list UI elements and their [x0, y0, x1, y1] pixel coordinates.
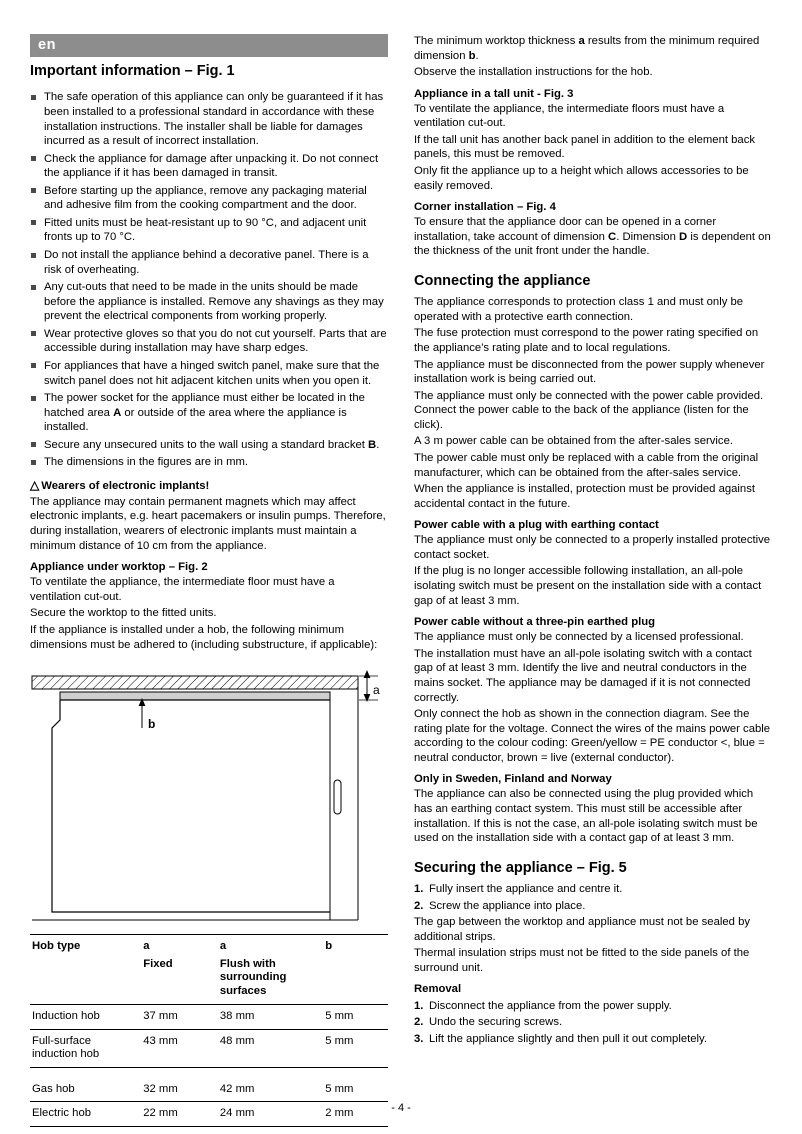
table-subheader-cell [323, 958, 388, 1005]
tall-unit-heading: Appliance in a tall unit - Fig. 3 [414, 87, 574, 100]
worktop-paragraph-2: Secure the worktop to the fitted units. [30, 607, 217, 620]
list-item: Before starting up the appliance, remove any packaging material and adhesive film from the cooking compartment and the door. [30, 184, 388, 213]
list-item: Disconnect the appliance from the power supply. [429, 999, 672, 1012]
list-item: Secure any unsecured units to the wall using a standard bracket B. [30, 438, 388, 453]
table-cell-a-flush: 38 mm [218, 1005, 323, 1030]
table-cell-type: Gas hob [30, 1078, 141, 1102]
tall-unit-paragraph-1: To ventilate the appliance, the intermediate floors must have a ventilation cut-out. [414, 102, 725, 130]
important-information-list [30, 90, 388, 470]
plug-with-earth-paragraph: The appliance must only be connected to a properly installed protective contact socket. [414, 534, 771, 561]
table-cell-b: 5 mm [323, 1029, 388, 1067]
worktop-heading: Appliance under worktop – Fig. 2 [30, 561, 208, 574]
table-spacer-cell [30, 1067, 388, 1078]
securing-paragraph-1: The gap between the worktop and appliance must not be sealed by additional strips. [414, 916, 750, 943]
oven-cross-section-diagram [30, 658, 388, 930]
intro-paragraph-2: Observe the installation instructions for the hob. [414, 66, 653, 79]
connecting-paragraph: The fuse protection must correspond to the power rating specified on the appliance's rating plate and to local regulations. [414, 327, 759, 355]
plug-with-earth-heading: Power cable with a plug with earthing contact [414, 519, 659, 532]
list-item: Do not install the appliance behind a decorative panel. There is a risk of overheating. [30, 248, 388, 277]
list-item: Any cut-outs that need to be made in the units should be made before the appliance is installed. Remove any shavings as they may prevent the electrical components from working properly. [30, 280, 388, 324]
list-item: Fully insert the appliance and centre it. [429, 883, 623, 896]
list-item: Check the appliance for damage after unpacking it. Do not connect the appliance if it has been damaged in transit. [30, 152, 388, 181]
no-earthed-plug-paragraph: The appliance must only be connected by a licensed professional. [414, 631, 744, 644]
list-item: Lift the appliance slightly and then pull it out completely. [429, 1032, 707, 1045]
connecting-paragraph: The appliance corresponds to protection class 1 and must only be operated with a protective earth connection. [414, 296, 744, 323]
connecting-paragraph: The appliance must only be connected with the power cable provided. Connect the power cable to the back of the appliance (listen for the click). [414, 389, 764, 431]
table-cell-a-flush: 24 mm [218, 1102, 323, 1127]
list-item: Screw the appliance into place. [429, 899, 586, 912]
no-earthed-plug-heading: Power cable without a three-pin earthed plug [414, 616, 656, 629]
table-subheader-cell [30, 958, 141, 1005]
nordic-heading: Only in Sweden, Finland and Norway [414, 773, 612, 786]
nordic-paragraph: The appliance can also be connected using the plug provided which has an earthing contact system. This must still be accessible after installation. If this is not the case, an all-pole isolating switch must be used on the installation side with a contact gap of at least 3 mm. [414, 788, 758, 845]
table-cell-a-fixed: 32 mm [141, 1078, 218, 1102]
securing-paragraph-2: Thermal insulation strips must not be fitted to the side panels of the surround unit. [414, 947, 750, 974]
table-cell-b: 5 mm [323, 1078, 388, 1102]
table-cell-a-fixed: 22 mm [141, 1102, 218, 1127]
worktop-paragraph-3: If the appliance is installed under a hob, the following minimum dimensions must be adhered to (including substructure, if applicable): [30, 623, 378, 651]
table-header-row [30, 935, 388, 958]
page-title: Important information – Fig. 1 [30, 63, 235, 79]
connecting-paragraph: The power cable must only be replaced with a cable from the original manufacturer, which can be obtained from the after-sales service. [414, 451, 759, 479]
corner-installation-heading: Corner installation – Fig. 4 [414, 201, 556, 214]
list-item: The power socket for the appliance must either be located in the hatched area A or outside of the area where the appliance is installed. [30, 391, 388, 435]
table-row [30, 1005, 388, 1030]
table-cell-a-flush: 48 mm [218, 1029, 323, 1067]
table-header-cell: a [141, 935, 218, 958]
worktop-paragraph-1: To ventilate the appliance, the intermediate floor must have a ventilation cut-out. [30, 576, 335, 603]
language-badge: en [30, 34, 388, 57]
no-earthed-plug-paragraph: Only connect the hob as shown in the connection diagram. See the rating plate for the voltage. Connect the wires of the mains power cable according to the colour coding: Green/yellow = PE conductor <, blue = neutral conductor, brown = live (external conductor). [414, 708, 771, 764]
table-subheader-cell: Flush with surrounding surfaces [218, 958, 323, 1005]
warning-triangle-icon: △ [30, 477, 40, 492]
list-item: The safe operation of this appliance can only be guaranteed if it has been installed to a professional standard in accordance with these installation instructions. The installer shall be liable for damages incurred as a result of incorrect installation. [30, 90, 388, 148]
figure-label-b: b [148, 717, 156, 732]
table-cell-a-fixed: 43 mm [141, 1029, 218, 1067]
table-header-cell: b [323, 935, 388, 958]
corner-installation-paragraph: To ensure that the appliance door can be opened in a corner installation, take account of dimension C. Dimension D is dependent on the thickness of the unit front under the handle. [414, 216, 771, 258]
table-subheader-row [30, 958, 388, 1005]
table-cell-a-fixed: 37 mm [141, 1005, 218, 1030]
no-earthed-plug-paragraph: The installation must have an all-pole isolating switch with a contact gap of at least 3 mm. Identify the live and neutral conductors in the mains socket. The appliance may be damaged if it is not connected correctly. [414, 647, 752, 704]
left-column [30, 34, 388, 1127]
list-item: The dimensions in the figures are in mm. [30, 455, 388, 470]
installation-figure [30, 658, 388, 930]
connecting-paragraph: A 3 m power cable can be obtained from the after-sales service. [414, 435, 733, 448]
list-item: For appliances that have a hinged switch panel, make sure that the switch panel does not hit adjacent kitchen units when you open it. [30, 359, 388, 388]
table-cell-type: Induction hob [30, 1005, 141, 1030]
tall-unit-paragraph-3: Only fit the appliance up to a height which allows accessories to be easily removed. [414, 165, 749, 192]
table-row [30, 1029, 388, 1067]
connecting-paragraph: When the appliance is installed, protection must be provided against accidental contact in the future. [414, 483, 755, 510]
connecting-appliance-heading: Connecting the appliance [414, 272, 591, 289]
table-header-cell: Hob type [30, 935, 141, 958]
list-item: Wear protective gloves so that you do not cut yourself. Parts that are accessible during installation may have sharp edges. [30, 327, 388, 356]
table-cell-type: Electric hob [30, 1102, 141, 1127]
list-item: Undo the securing screws. [429, 1016, 563, 1029]
table-subheader-cell: Fixed [141, 958, 218, 1005]
implants-warning-heading [30, 478, 388, 492]
implants-warning-text: The appliance may contain permanent magnets which may affect electronic implants, e.g. heart pacemakers or insulin pumps. Therefore, during installation, wearers of electronic implants must maintain a minimum distance of 10 cm from the appliance. [30, 495, 386, 552]
figure-label-a: a [373, 683, 380, 698]
removal-steps-list [414, 999, 772, 1047]
table-row [30, 1078, 388, 1102]
table-cell-a-flush: 42 mm [218, 1078, 323, 1102]
table-header-cell: a [218, 935, 323, 958]
connecting-paragraph: The appliance must be disconnected from the power supply whenever installation work is being carried out. [414, 358, 765, 386]
securing-appliance-heading: Securing the appliance – Fig. 5 [414, 859, 627, 876]
implants-warning-label: Wearers of electronic implants! [41, 479, 210, 492]
hob-dimensions-table [30, 934, 388, 1127]
list-item: Fitted units must be heat-resistant up to 90 °C, and adjacent unit fronts up to 70 °C. [30, 216, 388, 245]
removal-heading: Removal [414, 983, 462, 996]
plug-with-earth-paragraph: If the plug is no longer accessible following installation, an all-pole isolating switch must be present on the installation side with a contact gap of at least 3 mm. [414, 565, 762, 607]
right-column [414, 34, 772, 1048]
table-cell-type: Full-surface induction hob [30, 1029, 141, 1067]
tall-unit-paragraph-2: If the tall unit has another back panel in addition to the element back panels, this must be removed. [414, 133, 756, 161]
intro-paragraph-1: The minimum worktop thickness a results from the minimum required dimension b. [414, 35, 760, 62]
table-cell-b: 5 mm [323, 1005, 388, 1030]
securing-steps-list [414, 882, 772, 913]
table-spacer-row [30, 1067, 388, 1078]
page-number: - 4 - [391, 1102, 411, 1114]
table-cell-b: 2 mm [323, 1102, 388, 1127]
